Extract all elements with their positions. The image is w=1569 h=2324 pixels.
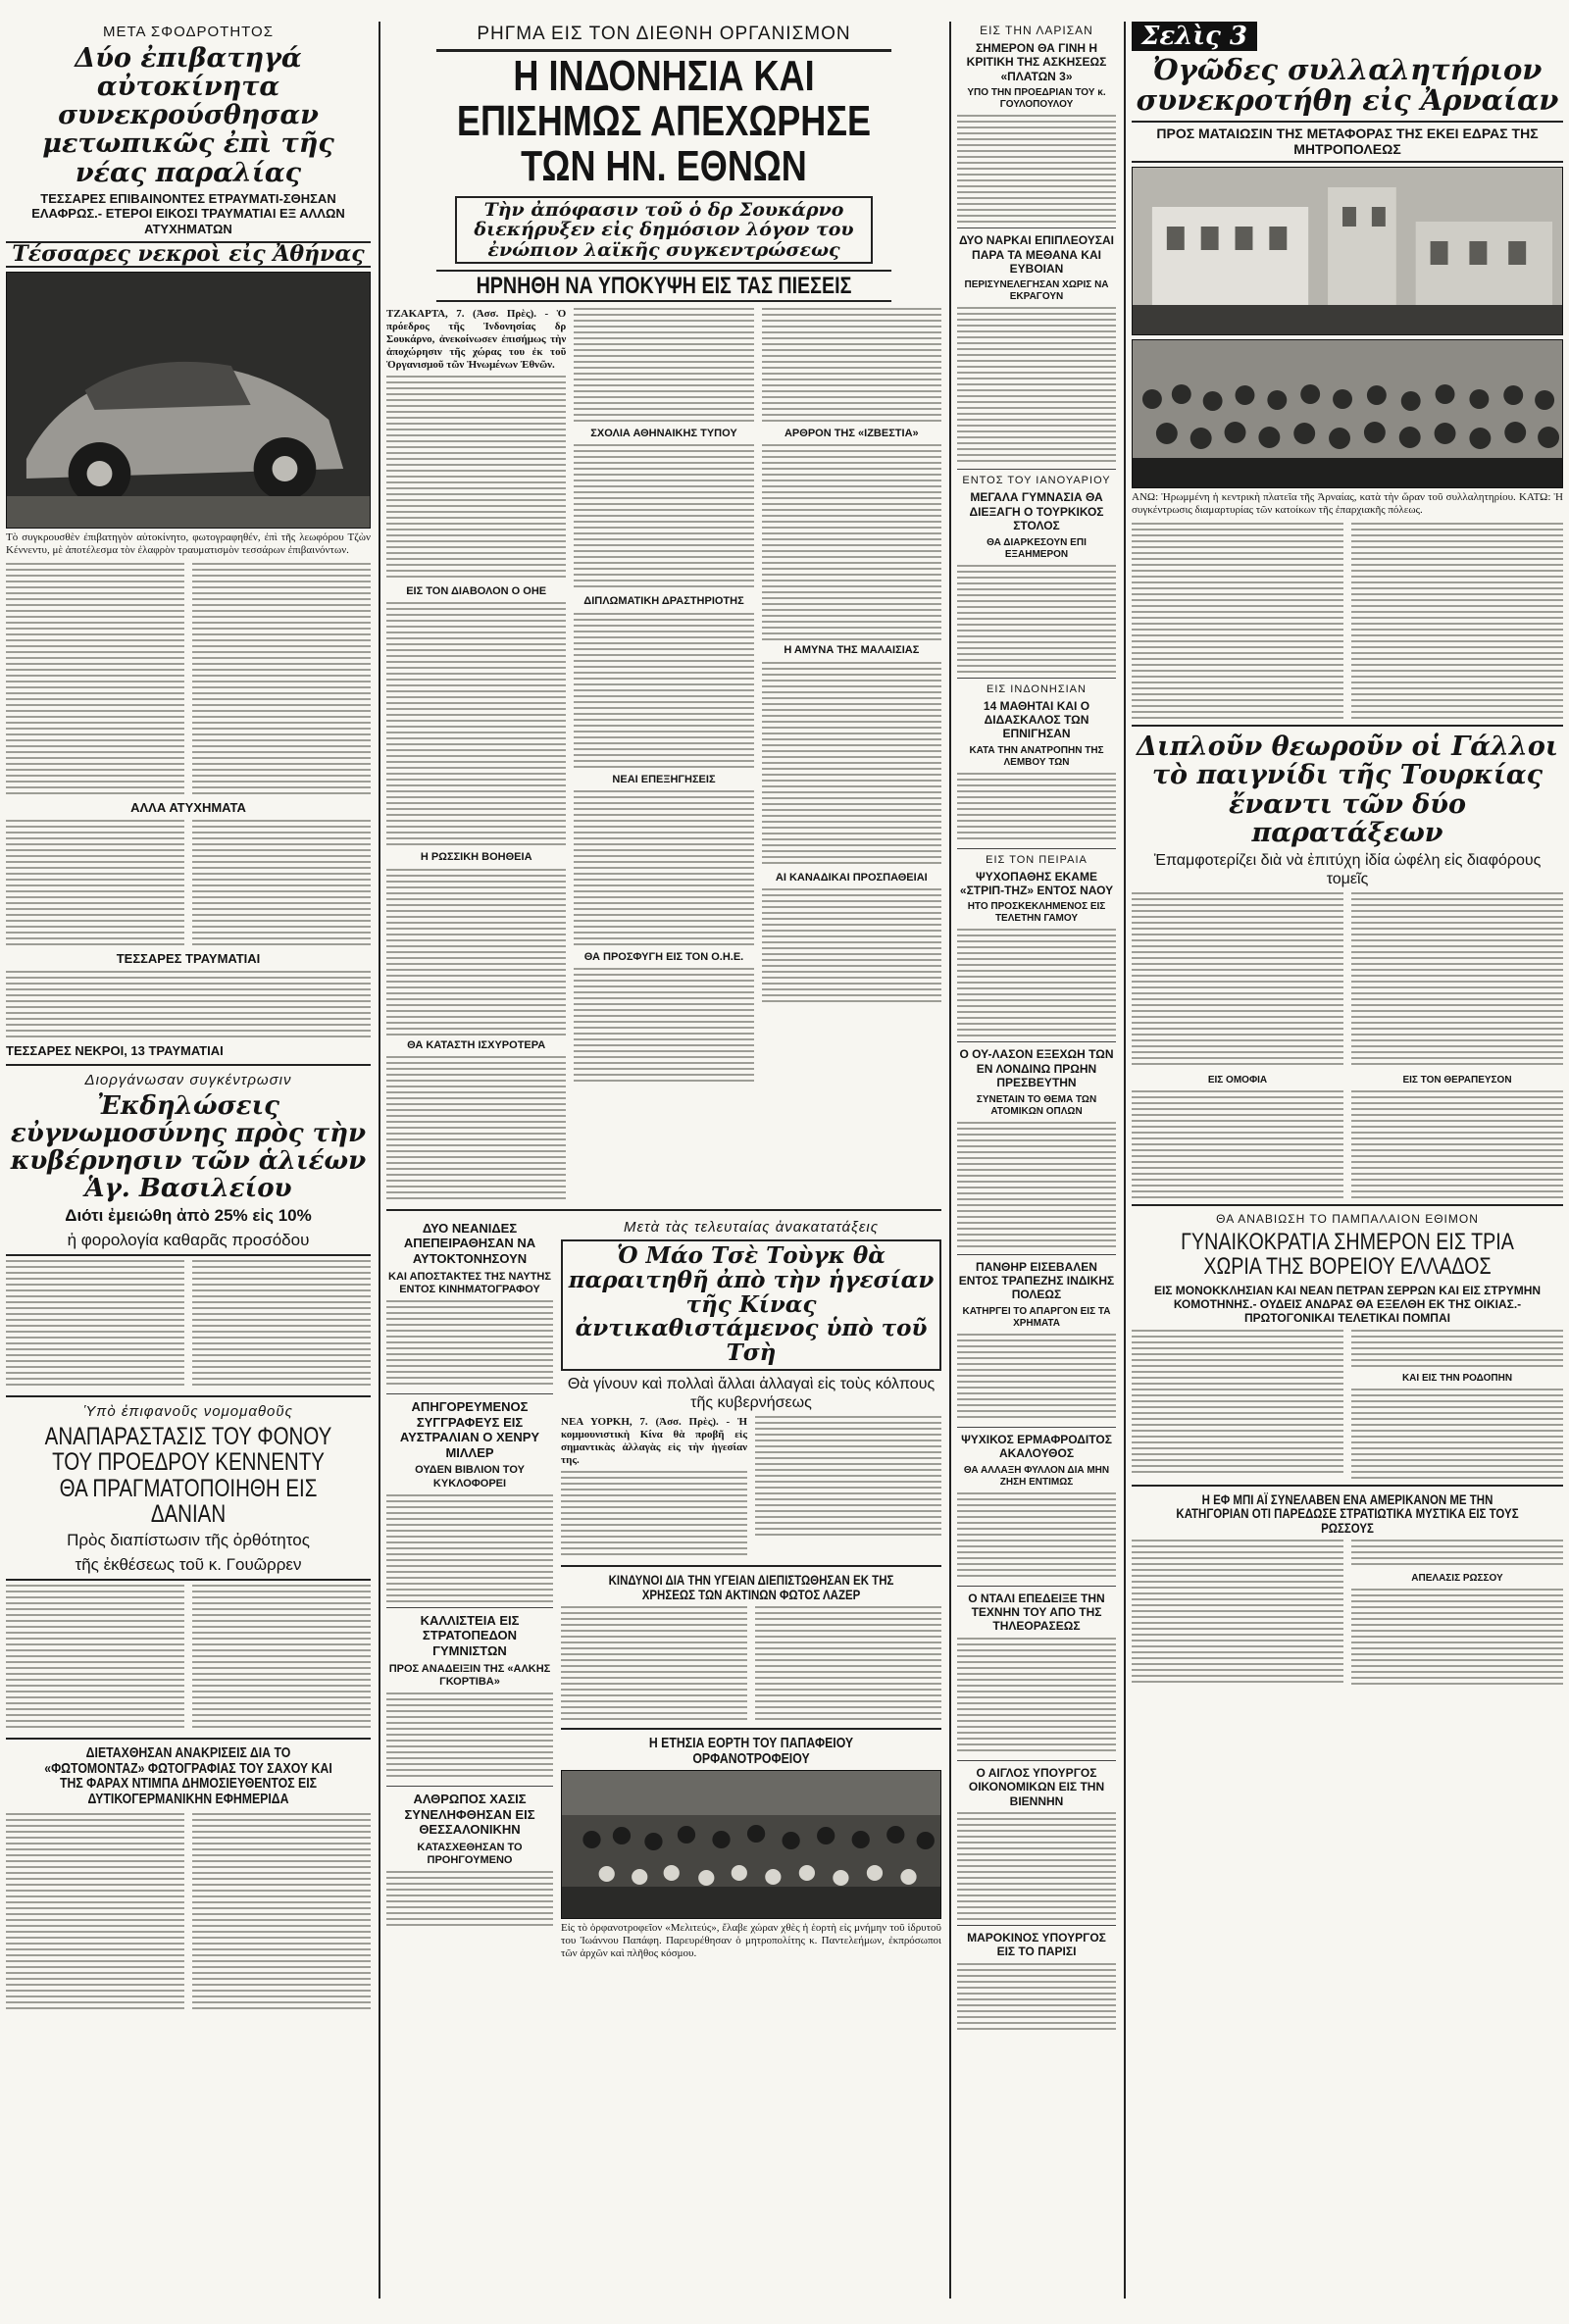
- section-therapia: ΕΙΣ ΤΟΝ ΘΕΡΑΠΕΥΣΟΝ: [1402, 1075, 1512, 1086]
- article-body-accidents-cont: [192, 820, 371, 947]
- article-body-pageant: [386, 1692, 553, 1781]
- section-ankara: ΕΙΣ ΟΜΟΦΙΑ: [1207, 1075, 1268, 1086]
- deck-turkey-benefits: Ἐπαμφοτερίζει διὰ νὰ ἐπιτύχη ἰδία ὠφέλη εἰς διαφόρους τομεῖς: [1153, 851, 1542, 888]
- headline-fbi-arrest: Η ΕΦ ΜΠΙ ΑΪ ΣΥΝΕΛΑΒΕΝ ΕΝΑ ΑΜΕΡΙΚΑΝΟΝ ΜΕ ΤΗΝ ΚΑΤΗΓΟΡΙΑΝ ΟΤΙ ΠΑΡΕΔΩΣΕ ΣΤΡΑΤΙΩΤΙΚΑ ΜΥΣΤΙΚΑ ΕΙΣ ΤΟΥΣ ΡΩΣΣΟΥΣ: [1176, 1490, 1519, 1537]
- article-body-sec8: [574, 790, 753, 947]
- subhead-four-dead: Τέσσαρες νεκροὶ εἰς Ἀθήνας: [6, 241, 371, 269]
- photo-caption-arnaia: ΑΝΩ: Ἠρωμμένη ἡ κεντρικὴ πλατεῖα τῆς Ἀρναίας, κατὰ τὴν ὥραν τοῦ συλλαλητηρίου. ΚΑΤΩ: Ἡ συγκέντρωσις διαμαρτυρίας τῶν κατοίκων τῆς ἐπαρχιακῆς πόλεως.: [1132, 491, 1563, 517]
- article-body-fleet: [957, 565, 1116, 673]
- article-body-therapia: [1351, 1090, 1563, 1198]
- headline-moroccan-minister: ΜΑΡΟΚΙΝΟΣ ΥΠΟΥΡΓΟΣ ΕΙΣ ΤΟ ΠΑΡΙΣΙ: [967, 1930, 1106, 1959]
- subhead-mines: ΠΕΡΙΣΥΝΕΛΕΓΗΣΑΝ ΧΩΡΙΣ ΝΑ ΕΚΡΑΓΟΥΝ: [964, 279, 1109, 303]
- town-square-illustration: [1133, 168, 1562, 334]
- article-body-drowned: [957, 773, 1116, 843]
- headline-dali: Ο ΝΤΑΛΙ ΕΠΕΔΕΙΞΕ ΤΗΝ ΤΕΧΝΗΝ ΤΟΥ ΑΠΟ ΤΗΣ ΤΗΛΕΟΡΑΣΕΩΣ: [968, 1591, 1105, 1634]
- article-body-rhodope: [1351, 1389, 1563, 1479]
- article-body-fishermen-cont: [192, 1260, 371, 1389]
- kicker-indonesia: ΕΙΣ ΙΝΔΟΝΗΣΙΑΝ: [987, 682, 1087, 695]
- article-body-kennedy: [6, 1585, 184, 1732]
- headline-two-girls: ΔΥΟ ΝΕΑΝΙΔΕΣ ΑΠΕΠΕΙΡΑΘΗΣΑΝ ΝΑ ΑΥΤΟΚΤΟΝΗΣΟΥΝ: [403, 1220, 536, 1267]
- subhead-platon: ΥΠΟ ΤΗΝ ΠΡΟΕΔΡΙΑΝ ΤΟΥ κ. ΓΟΥΛΟΠΟΥΛΟΥ: [967, 87, 1106, 111]
- kicker-reshuffle: Μετὰ τὰς τελευταίας ἀνακατατάξεις: [623, 1218, 880, 1236]
- arnaia-crowd-photo: [1132, 339, 1563, 488]
- article-body-arnaia: [1132, 523, 1343, 719]
- section-malaysia-defense: Η ΑΜΥΝΑ ΤΗΣ ΜΑΛΑΙΣΙΑΣ: [784, 644, 920, 657]
- deck-warren-report: Πρὸς διαπίστωσιν τῆς ὀρθότητος: [67, 1531, 310, 1550]
- article-body-ambassador: [957, 1122, 1116, 1249]
- deck-injuries: ΤΕΣΣΑΡΕΣ ΕΠΙΒΑΙΝΟΝΤΕΣ ΕΤΡΑΥΜΑΤΙ-ΣΘΗΣΑΝ ΕΛΑΦΡΩΣ.- ΕΤΕΡΟΙ ΕΙΚΟΣΙ ΤΡΑΥΜΑΤΙΑΙ ΕΞ ΑΛΛΩΝ ΑΤΥΧΗΜΑΤΩΝ: [31, 190, 345, 236]
- article-body-expulsion: [1351, 1589, 1563, 1687]
- kicker-old-custom: ΘΑ ΑΝΑΒΙΩΣΗ ΤΟ ΠΑΜΠΑΛΑΙΟΝ ΕΘΙΜΟΝ: [1216, 1212, 1479, 1227]
- headline-british-minister: Ο ΑΙΓΛΟΣ ΥΠΟΥΡΓΟΣ ΟΙΚΟΝΟΜΙΚΩΝ ΕΙΣ ΤΗΝ ΒΙΕΝΝΗΝ: [968, 1765, 1105, 1808]
- article-body-sec3: [386, 1056, 566, 1203]
- headline-ambassador: Ο ΟΥ-ΛΑΣΟΝ ΕΞΕΧΩΗ ΤΩΝ ΕΝ ΛΟΝΔΙΝΩ ΠΡΩΗΝ ΠΡΕΣΒΕΥΤΗΝ: [959, 1047, 1114, 1090]
- section-press: ΣΧΟΛΙΑ ΑΘΗΝΑΙΚΗΣ ΤΥΠΟΥ: [590, 428, 737, 440]
- deck-tax-reduction: Διότι ἐμειώθη ἀπὸ 25% εἰς 10%: [65, 1206, 312, 1226]
- column-left: [6, 22, 371, 2299]
- article-body-turkey-cont: [1351, 892, 1563, 1069]
- subhead-hermaphrodite: ΘΑ ΑΛΛΑΞΗ ΦΥΛΛΟΝ ΔΙΑ ΜΗΝ ΖΗΣΗ ΕΝΤΙΜΩΣ: [963, 1464, 1110, 1488]
- article-lead-mao: ΝΕΑ ΥΟΡΚΗ, 7. (Ἀσσ. Πρὲς). - Ἡ κομμουνιστικὴ Κίνα θὰ προβῆ εἰς σημαντικὰς ἀλλαγὰς εἰς τὴν ἡγεσίαν της.: [561, 1416, 747, 1467]
- photo-caption-orphanage: Εἰς τὸ ὀρφανοτροφεῖον «Μελιτεύς», ἔλαβε χώραν χθὲς ἡ ἑορτὴ εἰς μνήμην τοῦ ἱδρυτοῦ του Ἰωάννου Παπάφη. Παρευρέθησαν ὁ μητροπολίτης κ. Παντελεήμων, ἐκπρόσωποι τῶν ἀρχῶν καὶ πλῆθος κόσμου.: [561, 1922, 941, 1960]
- article-body-arnaia-cont: [1351, 523, 1563, 719]
- article-body-women: [1132, 1330, 1343, 1477]
- orphanage-photo: [561, 1770, 941, 1919]
- subhead-drowned-pupils: ΚΑΤΑ ΤΗΝ ΑΝΑΤΡΟΠΗΝ ΤΗΣ ΛΕΜΒΟΥ ΤΩΝ: [969, 744, 1104, 768]
- headline-kennedy-reconstruction: ΑΝΑΠΑΡΑΣΤΑΣΙΣ ΤΟΥ ΦΟΝΟΥ ΤΟΥ ΠΡΟΕΔΡΟΥ ΚΕΝΝΕΝΤΥ ΘΑ ΠΡΑΓΜΑΤΟΠΟΙΗΘΗ ΕΙΣ ΔΑΝΙΑΝ: [44, 1423, 332, 1528]
- kicker-piraeus: ΕΙΣ ΤΟΝ ΠΕΙΡΑΙΑ: [986, 853, 1088, 866]
- article-body-turkey: [1132, 892, 1343, 1069]
- article-body-sec2: [386, 869, 566, 1036]
- crashed-car-photo: [6, 272, 371, 529]
- section-un-devil: ΕΙΣ ΤΟΝ ΔΙΑΒΟΛΟΝ Ο ΟΗΕ: [406, 585, 547, 598]
- photo-caption-crash: Τὸ συγκρουσθὲν ἐπιβατηγὸν αὐτοκίνητο, φωτογραφηθέν, ἐπὶ τῆς λεωφόρου Τζὼν Κέννεντυ, μὲ ἀποτέλεσμα τὸν ἐλαφρὸν τραυματισμὸν τεσσάρων ἐπιβαινόντων.: [6, 531, 371, 557]
- article-body-fishermen: [6, 1260, 184, 1389]
- subhead-striptease: ΗΤΟ ΠΡΟΣΚΕΚΛΗΜΕΝΟΣ ΕΙΣ ΤΕΛΕΤΗΝ ΓΑΜΟΥ: [967, 901, 1106, 925]
- column-right: [1132, 22, 1563, 2299]
- article-body-laser-cont: [755, 1606, 941, 1722]
- headline-henry-miller: ΑΠΗΓΟΡΕΥΜΕΝΟΣ ΣΥΓΓΡΑΦΕΥΣ ΕΙΣ ΑΥΣΤΡΑΛΙΑΝ Ο ΧΕΝΡΥ ΜΙΛΛΕΡ: [399, 1399, 540, 1460]
- headline-drowned-pupils: 14 ΜΑΘΗΤΑΙ ΚΑΙ Ο ΔΙΔΑΣΚΑΛΟΣ ΤΩΝ ΕΠΝΙΓΗΣΑΝ: [983, 698, 1090, 741]
- kicker-un-rift: ΡΗΓΜΑ ΕΙΣ ΤΟΝ ΔΙΕΘΝΗ ΟΡΓΑΝΙΣΜΟΝ: [477, 24, 851, 44]
- page-number-label: Σελὶς 3: [1132, 22, 1257, 51]
- headline-fishermen-gratitude: Ἐκδηλώσεις εὐγνωμοσύνης πρὸς τὴν κυβέρνησιν τῶν ἁλιέων Ἁγ. Βασιλείου: [10, 1091, 367, 1204]
- article-body-sec6: [574, 613, 753, 770]
- headline-french-turkey: Διπλοῦν θεωροῦν οἱ Γάλλοι τὸ παιγνίδι τῆς Τουρκίας ἔναντι τῶν δύο παρατάξεων: [1137, 732, 1558, 848]
- article-body-sec10: [574, 968, 753, 1086]
- headline-hashish: ΑΛΘΡΩΠΟΣ ΧΑΣΙΣ ΣΥΝΕΛΗΦΘΗΣΑΝ ΕΙΣ ΘΕΣΣΑΛΟΝΙΚΗΝ: [404, 1791, 535, 1838]
- article-body-mao-cont: [755, 1416, 941, 1539]
- article-body-dali: [957, 1638, 1116, 1755]
- subhead-ambassador: ΣΥΝΕΤΑΙΝ ΤΟ ΘΕΜΑ ΤΩΝ ΑΤΟΜΙΚΩΝ ΟΠΛΩΝ: [976, 1093, 1097, 1117]
- headline-car-collision: Δύο ἐπιβατηγά αὐτοκίνητα συνεκρούσθησαν μετωπικῶς ἐπὶ τῆς νέας παραλίας: [42, 43, 334, 188]
- column-center: [386, 22, 941, 2299]
- article-body-girls: [386, 1300, 553, 1389]
- section-four-injured: ΤΕΣΣΑΡΕΣ ΤΡΑΥΜΑΤΙΑΙ: [116, 950, 261, 966]
- column-rule: [949, 22, 951, 2299]
- kicker-accident: ΜΕΤΑ ΣΦΟΔΡΟΤΗΤΟΣ: [102, 24, 274, 40]
- crowd-illustration: [562, 1771, 940, 1918]
- deck-mao-changes: Θὰ γίνουν καὶ πολλαὶ ἄλλαι ἀλλαγαὶ εἰς τοὺς κόλπους τῆς κυβερνήσεως: [567, 1376, 936, 1412]
- kicker-gathering: Διοργάνωσαν συγκέντρωσιν: [84, 1072, 292, 1089]
- article-body-hermaphrodite: [957, 1492, 1116, 1581]
- subhead-turkish-fleet: ΘΑ ΔΙΑΡΚΕΣΟΥΝ ΕΠΙ ΕΞΑΗΜΕΡΟΝ: [987, 536, 1087, 560]
- headline-panther: ΠΑΝΘΗΡ ΕΙΣΕΒΑΛΕΝ ΕΝΤΟΣ ΤΡΑΠΕΖΗΣ ΙΝΔΙΚΗΣ ΠΟΛΕΩΣ: [958, 1259, 1115, 1302]
- article-body-ankara: [1132, 1090, 1343, 1198]
- headline-laser-dangers: ΚΙΝΔΥΝΟΙ ΔΙΑ ΤΗΝ ΥΓΕΙΑΝ ΔΙΕΠΙΣΤΩΘΗΣΑΝ ΕΚ ΤΗΣ ΧΡΗΣΕΩΣ ΤΩΝ ΑΚΤΙΝΩΝ ΦΩΤΟΣ ΛΑΖΕΡ: [608, 1572, 894, 1603]
- column-narrow: [957, 22, 1116, 2299]
- headline-mines: ΔΥΟ ΝΑΡΚΑΙ ΕΠΙΠΛΕΟΥΣΑΙ ΠΑΡΑ ΤΑ ΜΕΘΑΝΑ ΚΑΙ ΕΥΒΟΙΑΝ: [959, 233, 1114, 276]
- article-body-shah-cont: [192, 1813, 371, 2009]
- article-body-crash-cont: [192, 563, 371, 796]
- arnaia-square-photo: [1132, 167, 1563, 335]
- article-body-mao: [561, 1471, 747, 1559]
- article-body-moroccan: [957, 1963, 1116, 2032]
- deck-warren-report-cont: τῆς ἐκθέσεως τοῦ κ. Γουῶρρεν: [6, 1555, 371, 1581]
- subhead-panther: ΚΑΤΗΡΓΕΙ ΤΟ ΑΠΑΡΓΟΝ ΕΙΣ ΤΑ ΧΡΗΜΑΤΑ: [962, 1305, 1111, 1329]
- subhead-sukarno-speech: Τὴν ἀπόφασιν τοῦ ὁ δρ Σουκάρνο διεκήρυξεν εἰς δημόσιον λόγον του ἐνώπιον λαϊκῆς συγκεντρώσεως: [455, 196, 873, 265]
- article-body-hashish: [386, 1871, 553, 1930]
- article-body-injured: [6, 971, 371, 1039]
- headline-orphanage-feast: Η ΕΤΗΣΙΑ ΕΟΡΤΗ ΤΟΥ ΠΑΠΑΦΕΙΟΥ ΟΡΦΑΝΟΤΡΟΦΕΙΟΥ: [648, 1734, 854, 1767]
- column-rule: [1124, 22, 1126, 2299]
- section-other-accidents: ΑΛΛΑ ΑΤΥΧΗΜΑΤΑ: [130, 800, 246, 816]
- section-new-explanations: ΝΕΑΙ ΕΠΕΞΗΓΗΣΕΙΣ: [612, 773, 716, 785]
- article-body-sec5: [762, 444, 941, 640]
- headline-turkish-fleet: ΜΕΓΑΛΑ ΓΥΜΝΑΣΙΑ ΘΑ ΔΙΕΞΑΓΗ Ο ΤΟΥΡΚΙΚΟΣ ΣΤΟΛΟΣ: [969, 490, 1104, 533]
- headline-women-rule: ΓΥΝΑΙΚΟΚΡΑΤΙΑ ΣΗΜΕΡΟΝ ΕΙΣ ΤΡΙΑ ΧΩΡΙΑ ΤΗΣ ΒΟΡΕΙΟΥ ΕΛΛΑΔΟΣ: [1181, 1229, 1514, 1281]
- section-russian-aid: Η ΡΩΣΣΙΚΗ ΒΟΗΘΕΙΑ: [420, 851, 532, 864]
- article-body-fbi: [1132, 1540, 1343, 1687]
- section-diplomatic: ΔΙΠΛΩΜΑΤΙΚΗ ΔΡΑΣΤΗΡΙΟΤΗΣ: [583, 595, 744, 608]
- headline-refused-pressure: ΗΡΝΗΘΗ ΝΑ ΥΠΟΚΥΨΗ ΕΙΣ ΤΑΣ ΠΙΕΣΕΙΣ: [436, 270, 891, 302]
- article-body-miller: [386, 1494, 553, 1602]
- article-body-sec7: [762, 662, 941, 868]
- subhead-two-girls: ΚΑΙ ΑΠΟΣΤΑΚΤΕΣ ΤΗΣ ΝΑΥΤΗΣ ΕΝΤΟΣ ΚΙΝΗΜΑΤΟΓΡΑΦΟΥ: [388, 1270, 551, 1295]
- section-russian-expulsion: ΑΠΕΛΑΣΙΣ ΡΩΣΣΟΥ: [1411, 1572, 1503, 1584]
- article-body-platon: [957, 115, 1116, 223]
- subhead-nudist-pageant: ΠΡΟΣ ΑΝΑΔΕΙΞΙΝ ΤΗΣ «ΑΛΚΗΣ ΓΚΟΡΤΙΒΑ»: [388, 1662, 551, 1688]
- article-body-crash: [6, 563, 184, 796]
- section-canada: ΑΙ ΚΑΝΑΔΙΚΑΙ ΠΡΟΣΠΑΘΕΙΑΙ: [775, 871, 928, 884]
- deck-women-rule: ΕΙΣ ΜΟΝΟΚΚΛΗΣΙΑΝ ΚΑΙ ΝΕΑΝ ΠΕΤΡΑΝ ΣΕΡΡΩΝ ΚΑΙ ΕΙΣ ΣΤΡΥΜΗΝ ΚΟΜΟΤΗΝΗΣ.- ΟΥΔΕΙΣ ΑΝΔΡΑΣ ΘΑ ΕΞΕΛΘΗ ΕΚ ΤΗΣ ΟΙΚΙΑΣ.- ΠΡΩΤΟΓΟΝΙΚΑΙ ΤΕΛΕΤΙΚΑΙ ΠΟΜΠΑΙ: [1153, 1283, 1542, 1326]
- headline-mao-resign: Ὁ Μάο Τσὲ Τοὺγκ θὰ παραιτηθῆ ἀπὸ τὴν ἡγεσίαν τῆς Κίνας ἀντικαθιστάμενος ὑπὸ τοῦ Τσὴ: [561, 1239, 941, 1371]
- kicker-january: ΕΝΤΟΣ ΤΟΥ ΙΑΝΟΥΑΡΙΟΥ: [962, 475, 1111, 487]
- section-izvestia: ΑΡΘΡΟΝ ΤΗΣ «ΙΖΒΕΣΤΙΑ»: [784, 428, 919, 440]
- subhead-hashish: ΚΑΤΑΣΧΕΘΗΣΑΝ ΤΟ ΠΡΟΗΓΟΥΜΕΝΟ: [417, 1841, 523, 1866]
- headline-nudist-pageant: ΚΑΛΛΙΣΤΕΙΑ ΕΙΣ ΣΤΡΑΤΟΠΕΔΟΝ ΓΥΜΝΙΣΤΩΝ: [420, 1612, 520, 1658]
- car-illustration: [7, 273, 370, 528]
- headline-hermaphrodite: ΨΥΧΙΚΟΣ ΕΡΜΑΦΡΟΔΙΤΟΣ ΑΚΑΛΟΥΘΟΣ: [961, 1432, 1112, 1461]
- article-body-indonesia: [386, 376, 566, 581]
- section-un-appeal: ΘΑ ΠΡΟΣΦΥΓΗ ΕΙΣ ΤΟΝ Ο.Η.Ε.: [583, 950, 744, 963]
- section-four-dead-13-injured: ΤΕΣΣΑΡΕΣ ΝΕΚΡΟΙ, 13 ΤΡΑΥΜΑΤΙΑΙ: [6, 1042, 224, 1058]
- deck-tax-income: ἡ φορολογία καθαρᾶς προσόδου: [6, 1231, 371, 1256]
- article-body-shah: [6, 1813, 184, 2009]
- article-body-panther: [957, 1334, 1116, 1422]
- protest-crowd-illustration: [1133, 340, 1562, 487]
- section-stronger: ΘΑ ΚΑΤΑΣΤΗ ΙΣΧΥΡΟΤΕΡΑ: [407, 1038, 546, 1051]
- article-body-sec4: [574, 444, 753, 591]
- article-body-laser: [561, 1606, 747, 1722]
- article-body-mines: [957, 307, 1116, 464]
- article-body-indonesia-col3: [762, 308, 941, 424]
- deck-metropolis-seat: ΠΡΟΣ ΜΑΤΑΙΩΣΙΝ ΤΗΣ ΜΕΤΑΦΟΡΑΣ ΤΗΣ ΕΚΕΙ ΕΔΡΑΣ ΤΗΣ ΜΗΤΡΟΠΟΛΕΩΣ: [1132, 121, 1563, 164]
- article-body-sec9: [762, 888, 941, 1006]
- article-body-sec1: [386, 602, 566, 847]
- column-rule: [379, 22, 380, 2299]
- article-body-accidents: [6, 820, 184, 947]
- kicker-jurist: Ὑπὸ ἐπιφανοῦς νομομαθοῦς: [83, 1403, 293, 1421]
- subhead-henry-miller: ΟΥΔΕΝ ΒΙΒΛΙΟΝ ΤΟΥ ΚΥΚΛΟΦΟΡΕΙ: [415, 1464, 525, 1490]
- headline-indonesia-leaves-un: Η ΙΝΔΟΝΗΣΙΑ ΚΑΙ ΕΠΙΣΗΜΩΣ ΑΠΕΧΩΡΗΣΕ ΤΩΝ ΗΝ. ΕΘΝΩΝ: [436, 49, 891, 190]
- article-body-women-cont: [1351, 1330, 1563, 1369]
- section-rhodope: ΚΑΙ ΕΙΣ ΤΗΝ ΡΟΔΟΠΗΝ: [1401, 1372, 1513, 1384]
- article-lead-indonesia: ΤΖΑΚΑΡΤΑ, 7. (Ἀσσ. Πρὲς). - Ὁ πρόεδρος τῆς Ἰνδονησίας δρ Σουκάρνο, ἀνεκοίνωσεν ἐπισήμως τὴν ἀποχώρησιν τῆς χώρας του ἐκ τοῦ Ὀργανισμοῦ τῶν Ἡνωμένων Ἐθνῶν.: [386, 308, 567, 372]
- article-body-striptease: [957, 929, 1116, 1036]
- headline-photomontage-shah: ΔΙΕΤΑΧΘΗΣΑΝ ΑΝΑΚΡΙΣΕΙΣ ΔΙΑ ΤΟ «ΦΩΤΟΜΟΝΤΑΖ» ΦΩΤΟΓΡΑΦΙΑΣ ΤΟΥ ΣΑΧΟΥ ΚΑΙ ΤΗΣ ΦΑΡΑΧ ΝΤΙΜΠΑ ΔΗΜΟΣΙΕΥΘΕΝΤΟΣ ΕΙΣ ΔΥΤΙΚΟΓΕΡΜΑΝΙΚΗΝ ΕΦΗΜΕΡΙΔΑ: [44, 1743, 332, 1808]
- article-body-fbi-cont: [1351, 1540, 1563, 1569]
- headline-platon-exercise: ΣΗΜΕΡΟΝ ΘΑ ΓΙΝΗ Η ΚΡΙΤΙΚΗ ΤΗΣ ΑΣΚΗΣΕΩΣ «ΠΛΑΤΩΝ 3»: [966, 41, 1107, 83]
- article-body-indonesia-col2: [574, 308, 753, 424]
- headline-arnaia-rally: Ὀγῶδες συλλαλητήριον συνεκροτήθη εἰς Ἀρναίαν: [1136, 53, 1559, 118]
- article-body-minister: [957, 1812, 1116, 1920]
- kicker-larissa: ΕΙΣ ΤΗΝ ΛΑΡΙΣΑΝ: [980, 24, 1093, 37]
- article-body-kennedy-cont: [192, 1585, 371, 1732]
- headline-striptease: ΨΥΧΟΠΑΘΗΣ ΕΚΑΜΕ «ΣΤΡΙΠ-ΤΗΖ» ΕΝΤΟΣ ΝΑΟΥ: [959, 869, 1114, 898]
